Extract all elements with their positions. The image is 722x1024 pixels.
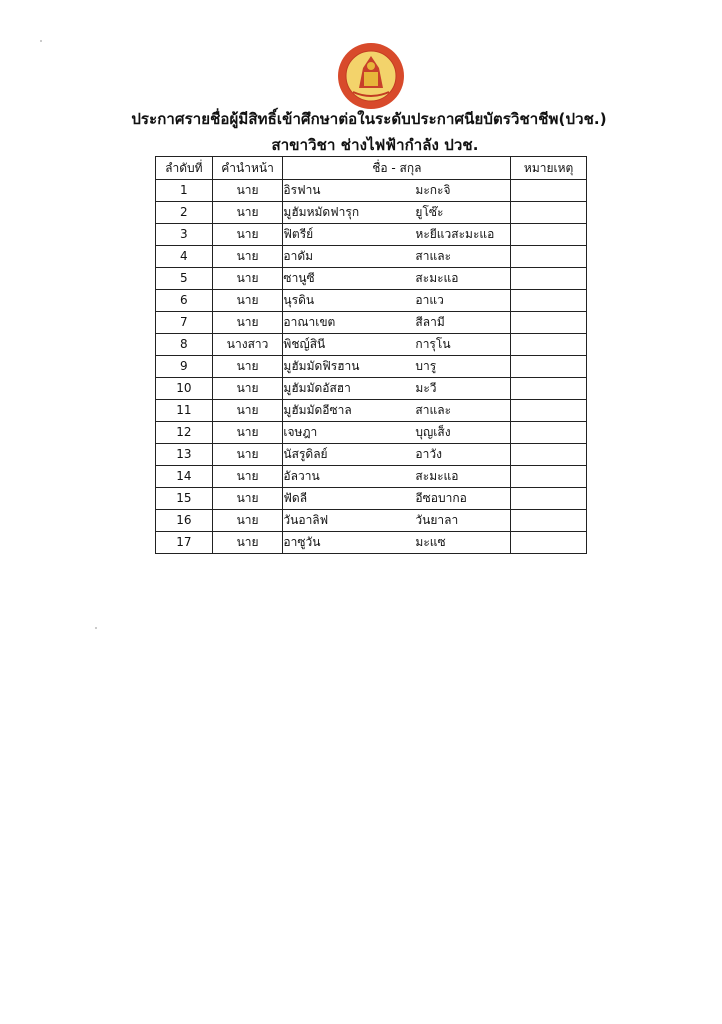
row-fullname	[283, 532, 511, 554]
row-last-name: วันยาลา	[415, 513, 459, 527]
row-remark	[511, 378, 587, 400]
row-first-name: อาณาเขต	[283, 315, 336, 329]
row-fullname	[283, 334, 511, 356]
row-last-name: สะมะแอ	[415, 271, 459, 285]
row-remark	[511, 488, 587, 510]
header-name: ชื่อ - สกุล	[283, 157, 511, 180]
row-first-name: มูฮัมมัดอีซาล	[283, 403, 352, 417]
row-remark	[511, 312, 587, 334]
program-subtitle: สาขาวิชา ช่างไฟฟ้ากำลัง ปวช.	[271, 136, 479, 154]
announcement-title: ประกาศรายชื่อผู้มีสิทธิ์เข้าศึกษาต่อในระดับประกาศนียบัตรวิชาชีพ(ปวช.)	[131, 110, 607, 128]
table-row	[156, 510, 587, 532]
row-prefix: นาย	[212, 246, 283, 268]
row-first-name: เจษฎา	[283, 425, 318, 439]
college-seal-logo	[337, 42, 405, 110]
row-fullname	[283, 466, 511, 488]
row-number: 14	[156, 466, 213, 488]
table-row	[156, 180, 587, 202]
row-fullname	[283, 422, 511, 444]
row-first-name: ซานูซี	[283, 271, 315, 285]
row-last-name: มะกะจิ	[415, 183, 451, 197]
row-prefix: นางสาว	[212, 334, 283, 356]
row-prefix: นาย	[212, 268, 283, 290]
row-fullname	[283, 378, 511, 400]
row-first-name: ฟัดลี	[283, 491, 308, 505]
row-remark	[511, 356, 587, 378]
row-first-name: พิชญ์สินี	[283, 337, 326, 351]
row-first-name: อัลวาน	[283, 469, 320, 483]
row-number: 11	[156, 400, 213, 422]
table-header-row	[156, 157, 587, 180]
row-number: 3	[156, 224, 213, 246]
row-last-name: บารู	[415, 359, 437, 373]
row-first-name: อิรฟาน	[283, 183, 321, 197]
row-prefix: นาย	[212, 400, 283, 422]
row-number: 10	[156, 378, 213, 400]
table-row	[156, 356, 587, 378]
row-last-name: บุญเส็ง	[415, 425, 451, 439]
row-prefix: นาย	[212, 444, 283, 466]
row-number: 6	[156, 290, 213, 312]
row-last-name: สาและ	[415, 403, 452, 417]
row-first-name: อาซูวัน	[283, 535, 321, 549]
row-number: 9	[156, 356, 213, 378]
row-number: 5	[156, 268, 213, 290]
row-number: 12	[156, 422, 213, 444]
row-number: 4	[156, 246, 213, 268]
row-remark	[511, 466, 587, 488]
table-row	[156, 202, 587, 224]
scan-speck	[40, 40, 42, 42]
row-remark	[511, 246, 587, 268]
row-first-name: มูฮัมมัดฟิรฮาน	[283, 359, 360, 373]
scan-speck	[95, 627, 97, 629]
row-last-name: หะยีแวสะมะแอ	[415, 227, 495, 241]
row-remark	[511, 422, 587, 444]
row-remark	[511, 202, 587, 224]
header-prefix: คำนำหน้า	[212, 157, 283, 180]
table-row	[156, 246, 587, 268]
row-remark	[511, 532, 587, 554]
row-number: 7	[156, 312, 213, 334]
row-first-name: มูฮัมมัดอัสฮา	[283, 381, 351, 395]
row-fullname	[283, 246, 511, 268]
table-row	[156, 334, 587, 356]
row-fullname	[283, 488, 511, 510]
row-prefix: นาย	[212, 180, 283, 202]
row-number: 13	[156, 444, 213, 466]
row-last-name: สาและ	[415, 249, 452, 263]
row-first-name: อาดัม	[283, 249, 314, 263]
row-number: 2	[156, 202, 213, 224]
row-prefix: นาย	[212, 422, 283, 444]
table-row	[156, 488, 587, 510]
admission-list-table	[155, 156, 587, 554]
row-first-name: ฟิตรีย์	[283, 227, 314, 241]
header-remark: หมายเหตุ	[511, 157, 587, 180]
table-row	[156, 378, 587, 400]
table-row	[156, 268, 587, 290]
row-prefix: นาย	[212, 224, 283, 246]
row-prefix: นาย	[212, 202, 283, 224]
table-row	[156, 224, 587, 246]
row-fullname	[283, 400, 511, 422]
row-first-name: นุรดิน	[283, 293, 315, 307]
row-last-name: อีซอบากอ	[415, 491, 467, 505]
row-fullname	[283, 290, 511, 312]
row-prefix: นาย	[212, 290, 283, 312]
row-number: 8	[156, 334, 213, 356]
row-fullname	[283, 224, 511, 246]
row-fullname	[283, 268, 511, 290]
row-prefix: นาย	[212, 488, 283, 510]
table-row	[156, 444, 587, 466]
row-remark	[511, 268, 587, 290]
table-row	[156, 532, 587, 554]
row-remark	[511, 224, 587, 246]
row-fullname	[283, 444, 511, 466]
row-fullname	[283, 510, 511, 532]
row-prefix: นาย	[212, 532, 283, 554]
row-first-name: วันอาลิฟ	[283, 513, 329, 527]
table-row	[156, 400, 587, 422]
row-fullname	[283, 356, 511, 378]
row-fullname	[283, 202, 511, 224]
row-last-name: มะแซ	[415, 535, 446, 549]
row-first-name: นัสรูดิลย์	[283, 447, 328, 461]
row-last-name: สีลามี	[415, 315, 445, 329]
row-last-name: อาวัง	[415, 447, 442, 461]
row-last-name: ยูโซ๊ะ	[415, 205, 444, 219]
row-number: 15	[156, 488, 213, 510]
table-row	[156, 290, 587, 312]
row-prefix: นาย	[212, 378, 283, 400]
row-prefix: นาย	[212, 466, 283, 488]
row-number: 17	[156, 532, 213, 554]
header-no: ลำดับที่	[156, 157, 213, 180]
row-last-name: มะวี	[415, 381, 437, 395]
row-remark	[511, 444, 587, 466]
row-last-name: อาแว	[415, 293, 444, 307]
row-last-name: การุโน	[415, 337, 451, 351]
row-first-name: มูฮัมหมัดฟารุก	[283, 205, 360, 219]
row-number: 16	[156, 510, 213, 532]
row-remark	[511, 400, 587, 422]
row-number: 1	[156, 180, 213, 202]
table-row	[156, 466, 587, 488]
row-fullname	[283, 180, 511, 202]
row-remark	[511, 290, 587, 312]
row-prefix: นาย	[212, 312, 283, 334]
table-row	[156, 422, 587, 444]
table-row	[156, 312, 587, 334]
row-remark	[511, 180, 587, 202]
row-fullname	[283, 312, 511, 334]
row-prefix: นาย	[212, 510, 283, 532]
row-last-name: สะมะแอ	[415, 469, 459, 483]
row-remark	[511, 510, 587, 532]
row-prefix: นาย	[212, 356, 283, 378]
row-remark	[511, 334, 587, 356]
